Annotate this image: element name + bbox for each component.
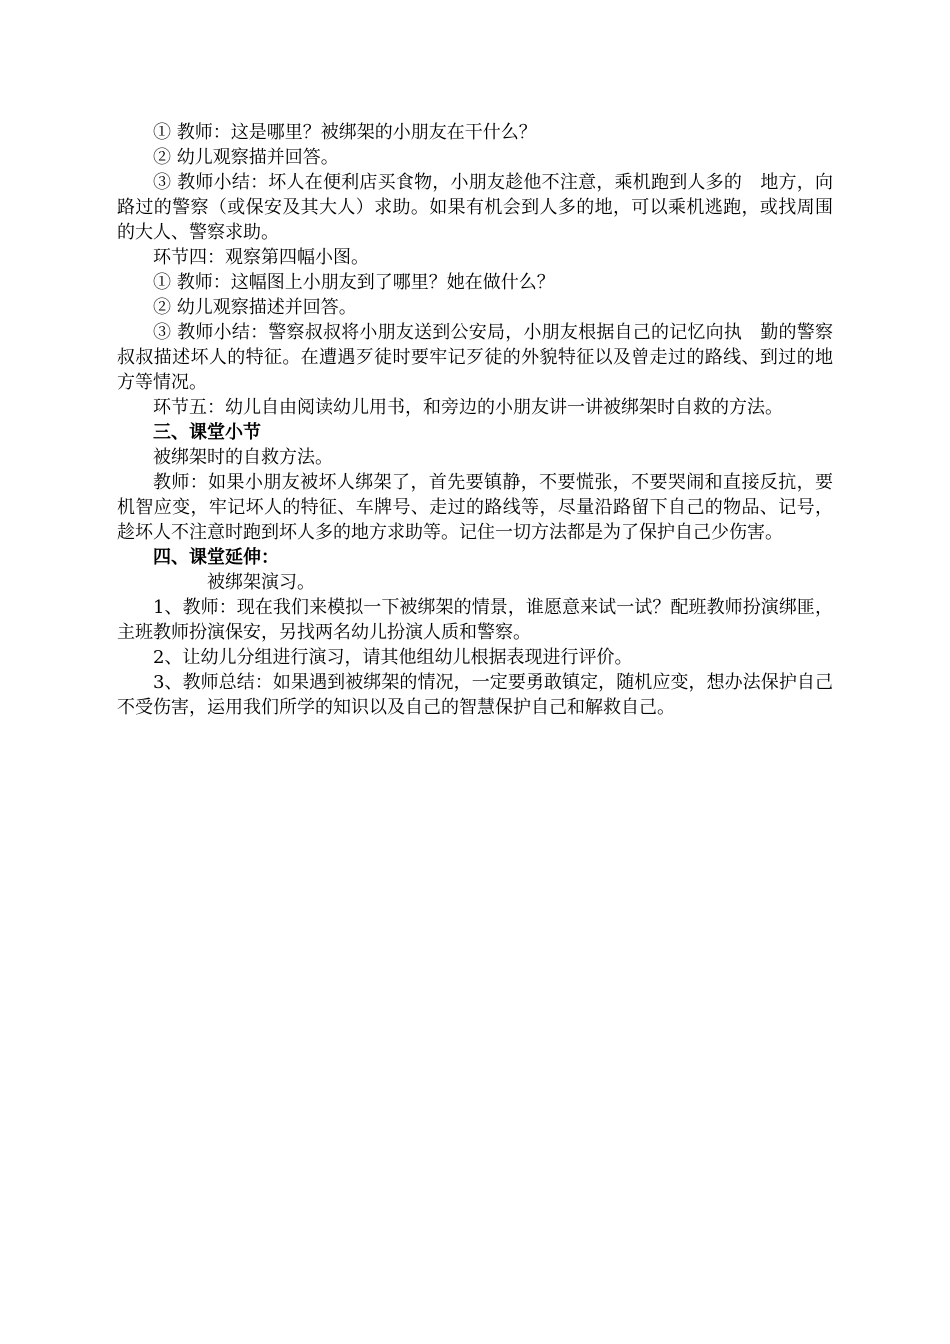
paragraph-step-four: 环节四：观察第四幅小图。 — [153, 247, 369, 268]
paragraph-teacher-summary-4: ③ 教师小结：警察叔叔将小朋友送到公安局，小朋友根据自己的记忆向执 勤的警察叔叔描述坏人的特征。在遭遇歹徒时要牢记歹徒的外貌特征以及曾走过的路线、到过的地方等情况。 — [117, 322, 833, 393]
paragraph-teacher-summary-3: ③ 教师小结：坏人在便利店买食物，小朋友趁他不注意，乘机跑到人多的 地方，向路过的警察（或保安及其大人）求助。如果有机会到人多的地，可以乘机逃跑，或找周围的大人、警察求助。 — [117, 172, 833, 243]
paragraph-step-five: 环节五：幼儿自由阅读幼儿用书，和旁边的小朋友讲一讲被绑架时自救的方法。 — [153, 397, 783, 418]
paragraph-summary-teacher: 教师：如果小朋友被坏人绑架了，首先要镇静，不要慌张，不要哭闹和直接反抗，要机智应变，牢记坏人的特征、车牌号、走过的路线等，尽量沿路留下自己的物品、记号，趁坏人不注意时跑到坏人多的地方求助等。记住一切方法都是为了保护自己少伤害。 — [117, 472, 833, 543]
paragraph-extension-step-3: 3、教师总结：如果遇到被绑架的情况，一定要勇敢镇定，随机应变，想办法保护自己不受伤害，运用我们所学的知识以及自己的智慧保护自己和解救自己。 — [117, 672, 833, 718]
paragraph-teacher-question-4: ① 教师：这幅图上小朋友到了哪里？她在做什么？ — [153, 272, 555, 293]
paragraph-child-observe-3: ② 幼儿观察描并回答。 — [153, 147, 339, 168]
paragraph-extension-intro: 被绑架演习。 — [207, 572, 315, 593]
section-heading-extension: 四、课堂延伸： — [153, 547, 279, 568]
document-page — [117, 120, 833, 720]
paragraph-summary-intro: 被绑架时的自救方法。 — [153, 447, 333, 468]
section-heading-summary: 三、课堂小节 — [153, 422, 261, 443]
paragraph-child-observe-4: ② 幼儿观察描述并回答。 — [153, 297, 357, 318]
paragraph-extension-step-1: 1、教师：现在我们来模拟一下被绑架的情景，谁愿意来试一试？配班教师扮演绑匪，主班教师扮演保安，另找两名幼儿扮演人质和警察。 — [117, 597, 833, 643]
paragraph-extension-step-2: 2、让幼儿分组进行演习，请其他组幼儿根据表现进行评价。 — [153, 647, 633, 668]
paragraph-teacher-question-3: ① 教师：这是哪里？被绑架的小朋友在干什么？ — [153, 122, 537, 143]
